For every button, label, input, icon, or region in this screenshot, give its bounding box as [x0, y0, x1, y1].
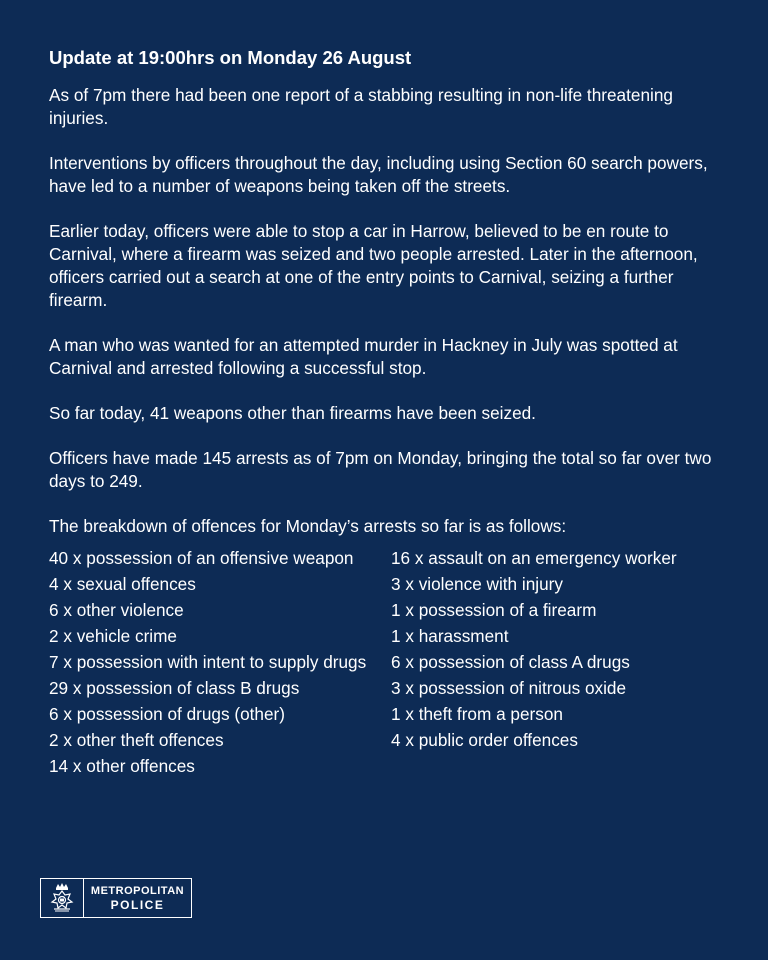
offence-item: 29 x possession of class B drugs — [49, 678, 300, 698]
update-title: Update at 19:00hrs on Monday 26 August — [49, 47, 412, 68]
offence-item: 4 x public order offences — [391, 730, 578, 750]
offence-item: 1 x possession of a firearm — [391, 600, 597, 620]
update-notice — [49, 46, 729, 778]
offence-item: 2 x vehicle crime — [49, 626, 177, 646]
offence-item: 4 x sexual offences — [49, 574, 196, 594]
logo-line-police: POLICE — [110, 897, 165, 912]
offence-item: 16 x assault on an emergency worker — [391, 548, 677, 568]
paragraph-firearms: Earlier today, officers were able to stop a car in Harrow, believed to be en route to Carnival, where a firearm was seized and two people arrested. Later in the afternoon, officers carried out a search at one of the entry points to Carnival, seizing a further firearm. — [49, 221, 698, 310]
offence-item: 6 x other violence — [49, 600, 184, 620]
paragraph-interventions: Interventions by officers throughout the day, including using Section 60 search powers, have led to a number of weapons being taken off the streets. — [49, 153, 708, 196]
police-crest-icon — [41, 879, 84, 917]
offence-item: 1 x theft from a person — [391, 704, 563, 724]
paragraph-arrests-total: Officers have made 145 arrests as of 7pm on Monday, bringing the total so far over two days to 249. — [49, 448, 712, 491]
logo-line-metropolitan: METROPOLITAN — [90, 884, 185, 897]
offence-item: 2 x other theft offences — [49, 730, 224, 750]
offence-item: 7 x possession with intent to supply drugs — [49, 652, 367, 672]
logo-wordmark — [84, 879, 191, 917]
offence-item: 1 x harassment — [391, 626, 509, 646]
offence-item: 3 x possession of nitrous oxide — [391, 678, 627, 698]
offence-item: 40 x possession of an offensive weapon — [49, 548, 354, 568]
offence-item: 6 x possession of class A drugs — [391, 652, 630, 672]
offences-breakdown — [49, 546, 729, 778]
offence-item-empty — [391, 754, 729, 778]
paragraph-stabbing: As of 7pm there had been one report of a stabbing resulting in non-life threatening injuries. — [49, 85, 673, 128]
offence-item: 3 x violence with injury — [391, 574, 563, 594]
paragraph-breakdown-intro: The breakdown of offences for Monday’s arrests so far is as follows: — [49, 516, 567, 536]
offence-item: 6 x possession of drugs (other) — [49, 704, 285, 724]
paragraph-weapons-seized: So far today, 41 weapons other than firearms have been seized. — [49, 403, 536, 423]
offence-item: 14 x other offences — [49, 756, 195, 776]
metropolitan-police-logo — [40, 878, 192, 918]
paragraph-attempted-murder: A man who was wanted for an attempted murder in Hackney in July was spotted at Carnival and arrested following a successful stop. — [49, 335, 678, 378]
